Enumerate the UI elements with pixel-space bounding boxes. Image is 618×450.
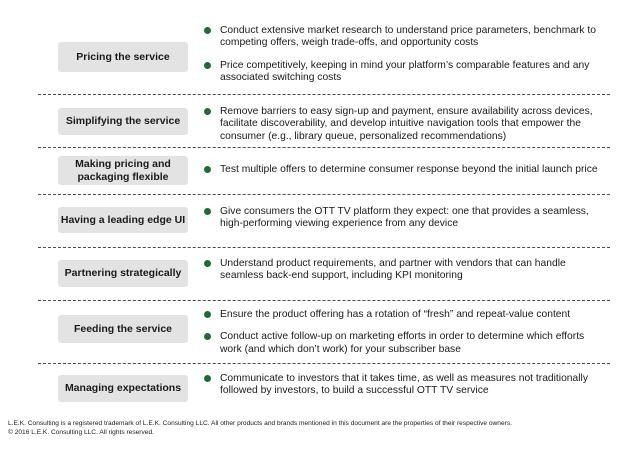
bullet-item xyxy=(204,309,608,321)
bullet-icon xyxy=(204,27,211,34)
dashed-divider xyxy=(38,194,610,195)
label-leading-edge-ui xyxy=(58,207,188,233)
dashed-divider xyxy=(38,300,610,301)
bullet-list xyxy=(204,258,608,283)
label-text: Feeding the service xyxy=(73,322,173,335)
label-making-pricing-flexible xyxy=(58,156,188,185)
label-managing-expectations xyxy=(58,375,188,402)
row-pricing xyxy=(38,22,608,92)
bullet-list xyxy=(204,309,608,356)
bullet-item xyxy=(204,331,608,356)
bullet-list xyxy=(204,106,608,143)
label-simplifying-the-service xyxy=(58,108,188,135)
bullet-text: Test multiple offers to determine consumer response beyond the initial launch price xyxy=(220,164,598,175)
row-feeding xyxy=(38,302,608,360)
bullet-text: Remove barriers to easy sign-up and payment, ensure availability across devices, facilitate discoverability, and develop intuitive navigation tools that empower the consumer (e.g., library queue, personalized recommendations) xyxy=(220,106,593,142)
dashed-divider xyxy=(38,94,610,95)
bullet-item xyxy=(204,206,608,231)
bullet-text: Conduct active follow-up on marketing efforts in order to determine which efforts work (and which don’t work) for your subscriber base xyxy=(220,331,585,355)
bullet-icon xyxy=(204,333,211,340)
bullet-text: Price competitively, keeping in mind your platform’s comparable features and any associated switching costs xyxy=(220,59,590,84)
footer-disclaimer xyxy=(8,419,613,437)
row-flexible-pricing xyxy=(38,149,608,193)
label-partnering-strategically xyxy=(58,260,188,287)
bullet-item xyxy=(204,258,608,283)
dashed-divider xyxy=(38,247,610,248)
row-leading-edge-ui xyxy=(38,196,608,246)
bullet-list xyxy=(204,25,608,85)
bullet-item xyxy=(204,25,608,50)
row-partnering xyxy=(38,249,608,299)
bullet-icon xyxy=(204,375,211,382)
bullet-icon xyxy=(204,62,211,69)
bullet-text: Understand product requirements, and partner with vendors that can handle seamless back-end support, including KPI monitoring xyxy=(220,258,566,282)
label-text: Partnering strategically xyxy=(64,267,182,279)
bullet-text: Conduct extensive market research to understand price parameters, benchmark to competing offers, weigh trade-offs, and opportunity costs xyxy=(220,25,597,49)
label-text: Managing expectations xyxy=(64,382,182,394)
bullet-text: Give consumers the OTT TV platform they expect: one that provides a seamless, high-performing viewing experience from any device xyxy=(220,206,589,230)
bullet-item xyxy=(204,106,608,143)
bullet-item xyxy=(204,373,608,398)
bullet-list xyxy=(204,206,608,231)
bullet-item xyxy=(204,60,608,85)
copyright-notice: © 2016 L.E.K. Consulting LLC. All rights reserved. xyxy=(8,429,154,436)
bullet-list xyxy=(204,373,608,398)
label-text: Making pricing and packaging flexible xyxy=(75,157,171,183)
bullet-icon xyxy=(204,166,211,173)
trademark-notice: L.E.K. Consulting is a registered trademark of L.E.K. Consulting LLC. All other products and brands mentioned in this document are the properties of their respective owners. xyxy=(8,420,512,427)
label-text: Pricing the service xyxy=(76,50,170,63)
bullet-text: Communicate to investors that it takes time, as well as measures not traditionally followed by investors, to build a successful OTT TV service xyxy=(220,373,588,397)
row-simplifying xyxy=(38,96,608,146)
label-text: Simplifying the service xyxy=(65,115,181,127)
bullet-icon xyxy=(204,108,211,115)
bullet-text: Ensure the product offering has a rotation of “fresh” and repeat-value content xyxy=(220,309,571,320)
label-feeding-the-service xyxy=(58,315,188,343)
bullet-item xyxy=(204,164,608,176)
bullet-icon xyxy=(204,260,211,267)
dashed-divider xyxy=(38,363,610,364)
bullet-list xyxy=(204,164,608,176)
bullet-icon xyxy=(204,208,211,215)
row-managing-expectations xyxy=(38,365,608,415)
dashed-divider xyxy=(38,147,610,148)
label-text: Having a leading edge UI xyxy=(60,213,186,226)
label-pricing-the-service xyxy=(58,42,188,72)
bullet-icon xyxy=(204,311,211,318)
